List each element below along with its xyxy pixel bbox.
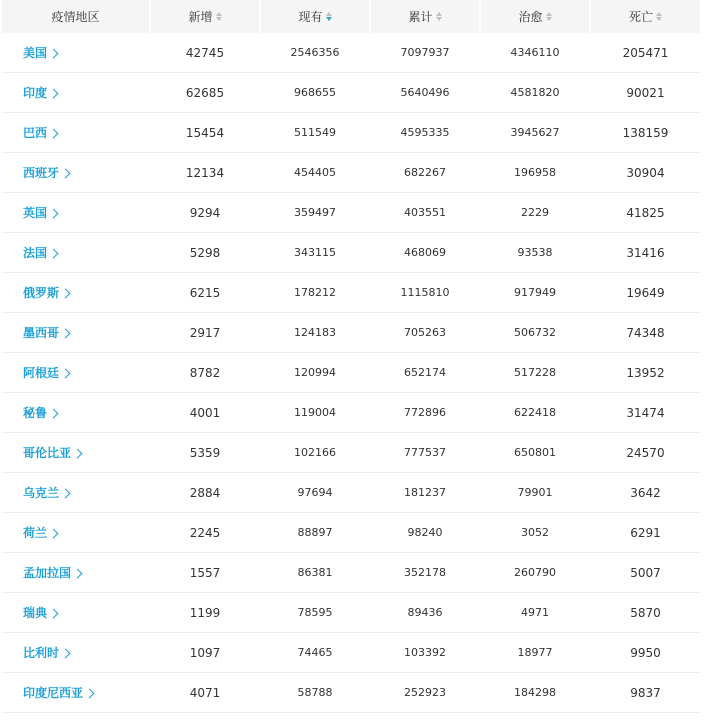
region-link[interactable]	[23, 484, 69, 501]
cured-cell: 93538	[517, 246, 553, 259]
total-cell: 98240	[407, 526, 443, 539]
deaths-cell: 9950	[630, 645, 661, 660]
deaths-cell: 41825	[626, 205, 665, 220]
header-total[interactable]	[371, 0, 479, 33]
deaths-cell: 31474	[626, 405, 665, 420]
new-cell: 4001	[189, 405, 221, 420]
chevron-right-icon	[61, 168, 71, 178]
region-name: 俄罗斯	[23, 286, 60, 300]
cured-cell: 4971	[521, 606, 549, 619]
region-link[interactable]	[23, 164, 69, 181]
cured-cell: 184298	[514, 686, 556, 699]
new-cell: 15454	[185, 125, 225, 140]
deaths-cell: 5007	[630, 565, 661, 580]
chevron-right-icon	[49, 48, 59, 58]
new-cell: 62685	[185, 85, 225, 100]
deaths-cell: 6291	[630, 525, 661, 540]
new-cell: 5359	[189, 445, 221, 460]
deaths-cell: 31416	[626, 245, 665, 260]
table-row	[2, 193, 700, 233]
chevron-right-icon	[61, 488, 71, 498]
region-link[interactable]	[23, 244, 57, 261]
table-row	[2, 593, 700, 633]
deaths-cell: 30904	[626, 165, 665, 180]
table-row	[2, 153, 700, 193]
chevron-right-icon	[61, 368, 71, 378]
deaths-cell: 138159	[622, 125, 669, 140]
deaths-cell: 9837	[630, 685, 661, 700]
header-new[interactable]	[151, 0, 259, 33]
total-cell: 682267	[404, 166, 446, 179]
region-name: 美国	[23, 46, 48, 60]
region-link[interactable]	[23, 604, 57, 621]
sort-desc-active-icon[interactable]	[326, 12, 332, 21]
new-cell: 5298	[189, 245, 221, 260]
region-link[interactable]	[23, 324, 69, 341]
header-deaths-label: 死亡	[628, 10, 653, 24]
current-cell: 86381	[297, 566, 333, 579]
region-cell[interactable]	[2, 633, 149, 672]
region-link[interactable]	[23, 564, 81, 581]
region-cell[interactable]	[2, 393, 149, 432]
cured-cell: 79901	[517, 486, 553, 499]
current-cell: 359497	[294, 206, 336, 219]
deaths-cell: 74348	[626, 325, 665, 340]
region-link[interactable]	[23, 684, 93, 701]
new-cell: 1557	[189, 565, 221, 580]
total-cell: 1115810	[400, 286, 450, 299]
region-name: 巴西	[23, 126, 48, 140]
deaths-cell: 3642	[630, 485, 661, 500]
region-name: 比利时	[23, 646, 60, 660]
cured-cell: 3945627	[510, 126, 560, 139]
region-cell[interactable]	[2, 193, 149, 232]
header-region-label: 疫情地区	[51, 10, 100, 24]
chevron-right-icon	[49, 208, 59, 218]
cured-cell: 18977	[517, 646, 553, 659]
table-row	[2, 353, 700, 393]
table-row	[2, 433, 700, 473]
header-cured[interactable]	[481, 0, 589, 33]
table-header	[2, 0, 700, 33]
new-cell: 1199	[189, 605, 221, 620]
region-name: 秘鲁	[23, 406, 48, 420]
table-row	[2, 313, 700, 353]
cured-cell: 260790	[514, 566, 556, 579]
total-cell: 252923	[404, 686, 446, 699]
chevron-right-icon	[49, 128, 59, 138]
new-cell: 4071	[189, 685, 221, 700]
cured-cell: 506732	[514, 326, 556, 339]
chevron-right-icon	[61, 328, 71, 338]
new-cell: 9294	[189, 205, 221, 220]
region-name: 法国	[23, 246, 48, 260]
total-cell: 352178	[404, 566, 446, 579]
total-cell: 777537	[404, 446, 446, 459]
current-cell: 124183	[294, 326, 336, 339]
table-row	[2, 393, 700, 433]
deaths-cell: 90021	[626, 85, 665, 100]
table-row	[2, 73, 700, 113]
region-cell[interactable]	[2, 553, 149, 592]
current-cell: 511549	[294, 126, 336, 139]
total-cell: 772896	[404, 406, 446, 419]
total-cell: 89436	[407, 606, 443, 619]
new-cell: 2884	[189, 485, 221, 500]
table-row	[2, 273, 700, 313]
table-row	[2, 113, 700, 153]
current-cell: 58788	[297, 686, 333, 699]
region-cell[interactable]	[2, 593, 149, 632]
region-cell[interactable]	[2, 433, 149, 472]
total-cell: 5640496	[400, 86, 450, 99]
header-total-label: 累计	[408, 10, 433, 24]
header-cured-label: 治愈	[518, 10, 543, 24]
epidemic-table	[2, 0, 700, 713]
chevron-right-icon	[49, 248, 59, 258]
cured-cell: 4346110	[510, 46, 560, 59]
chevron-right-icon	[49, 408, 59, 418]
region-cell[interactable]	[2, 353, 149, 392]
sort-icon[interactable]	[216, 12, 222, 21]
header-region	[2, 0, 149, 33]
region-name: 印度	[23, 86, 48, 100]
region-name: 英国	[23, 206, 48, 220]
table-row	[2, 33, 700, 73]
cured-cell: 2229	[521, 206, 549, 219]
deaths-cell: 205471	[622, 45, 669, 60]
cured-cell: 3052	[521, 526, 549, 539]
current-cell: 78595	[297, 606, 333, 619]
sort-icon[interactable]	[656, 12, 662, 21]
total-cell: 403551	[404, 206, 446, 219]
cured-cell: 196958	[514, 166, 556, 179]
current-cell: 2546356	[290, 46, 340, 59]
chevron-right-icon	[49, 608, 59, 618]
new-cell: 12134	[185, 165, 225, 180]
deaths-cell: 24570	[626, 445, 665, 460]
region-link[interactable]	[23, 404, 57, 421]
current-cell: 120994	[294, 366, 336, 379]
cured-cell: 4581820	[510, 86, 560, 99]
table-body	[2, 33, 700, 713]
region-cell[interactable]	[2, 113, 149, 152]
region-link[interactable]	[23, 124, 57, 141]
current-cell: 178212	[294, 286, 336, 299]
region-name: 乌克兰	[23, 486, 60, 500]
region-cell[interactable]	[2, 273, 149, 312]
region-cell[interactable]	[2, 233, 149, 272]
new-cell: 8782	[189, 365, 221, 380]
region-cell[interactable]	[2, 513, 149, 552]
deaths-cell: 5870	[630, 605, 661, 620]
total-cell: 468069	[404, 246, 446, 259]
cured-cell: 622418	[514, 406, 556, 419]
region-name: 西班牙	[23, 166, 60, 180]
cured-cell: 517228	[514, 366, 556, 379]
header-new-label: 新增	[188, 10, 213, 24]
region-name: 墨西哥	[23, 326, 60, 340]
chevron-right-icon	[49, 88, 59, 98]
cured-cell: 650801	[514, 446, 556, 459]
region-name: 孟加拉国	[23, 566, 72, 580]
table-row	[2, 513, 700, 553]
chevron-right-icon	[73, 448, 83, 458]
current-cell: 88897	[297, 526, 333, 539]
region-link[interactable]	[23, 524, 57, 541]
chevron-right-icon	[49, 528, 59, 538]
table-row	[2, 473, 700, 513]
region-cell[interactable]	[2, 153, 149, 192]
region-link[interactable]	[23, 364, 69, 381]
region-name: 印度尼西亚	[23, 686, 84, 700]
header-current[interactable]	[261, 0, 369, 33]
region-cell[interactable]	[2, 673, 149, 712]
current-cell: 97694	[297, 486, 333, 499]
table-row	[2, 553, 700, 593]
region-link[interactable]	[23, 284, 69, 301]
new-cell: 6215	[189, 285, 221, 300]
total-cell: 4595335	[400, 126, 450, 139]
region-link[interactable]	[23, 444, 81, 461]
new-cell: 1097	[189, 645, 221, 660]
sort-icon[interactable]	[436, 12, 442, 21]
region-name: 瑞典	[23, 606, 48, 620]
deaths-cell: 19649	[626, 285, 665, 300]
new-cell: 2245	[189, 525, 221, 540]
region-name: 哥伦比亚	[23, 446, 72, 460]
region-cell[interactable]	[2, 313, 149, 352]
total-cell: 705263	[404, 326, 446, 339]
table-row	[2, 673, 700, 713]
region-name: 阿根廷	[23, 366, 60, 380]
chevron-right-icon	[73, 568, 83, 578]
current-cell: 119004	[294, 406, 336, 419]
chevron-right-icon	[61, 648, 71, 658]
total-cell: 652174	[404, 366, 446, 379]
region-cell[interactable]	[2, 33, 149, 72]
chevron-right-icon	[85, 688, 95, 698]
new-cell: 2917	[189, 325, 221, 340]
deaths-cell: 13952	[626, 365, 665, 380]
chevron-right-icon	[61, 288, 71, 298]
table-row	[2, 233, 700, 273]
current-cell: 74465	[297, 646, 333, 659]
table-row	[2, 633, 700, 673]
region-link[interactable]	[23, 204, 57, 221]
total-cell: 7097937	[400, 46, 450, 59]
current-cell: 454405	[294, 166, 336, 179]
region-name: 荷兰	[23, 526, 48, 540]
header-current-label: 现有	[298, 10, 323, 24]
region-cell[interactable]	[2, 73, 149, 112]
sort-icon[interactable]	[546, 12, 552, 21]
region-cell[interactable]	[2, 473, 149, 512]
current-cell: 968655	[294, 86, 336, 99]
region-link[interactable]	[23, 84, 57, 101]
current-cell: 102166	[294, 446, 336, 459]
header-deaths[interactable]	[591, 0, 700, 33]
cured-cell: 917949	[514, 286, 556, 299]
total-cell: 103392	[404, 646, 446, 659]
new-cell: 42745	[185, 45, 225, 60]
current-cell: 343115	[294, 246, 336, 259]
total-cell: 181237	[404, 486, 446, 499]
region-link[interactable]	[23, 44, 57, 61]
region-link[interactable]	[23, 644, 69, 661]
